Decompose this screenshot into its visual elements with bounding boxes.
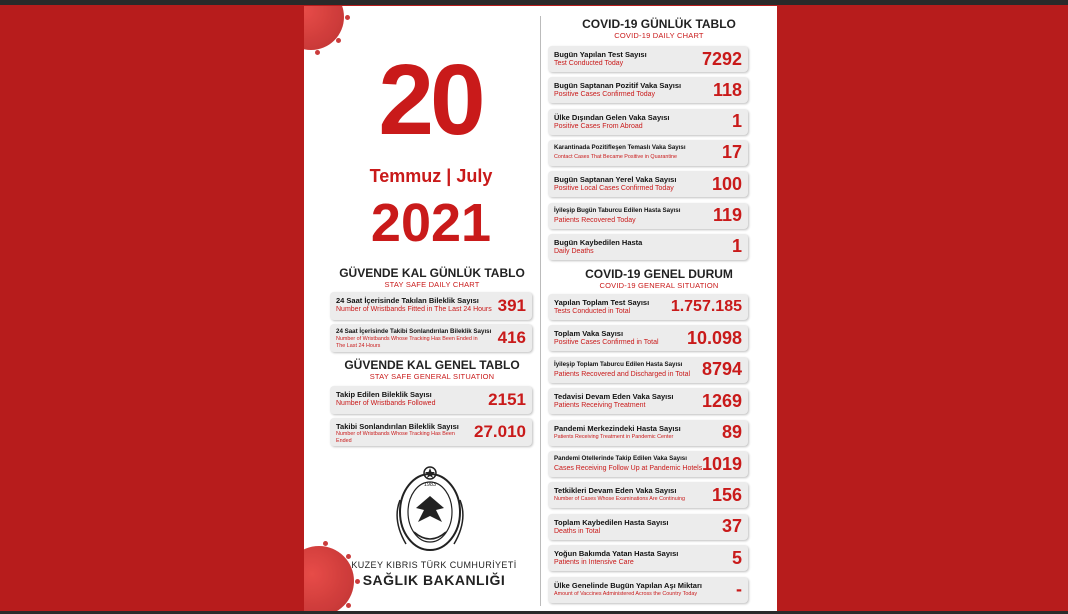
row-label-tr: Takibi Sonlandırılan Bileklik Sayısı	[336, 422, 459, 431]
covid-daily-row	[548, 46, 748, 72]
covid-daily-row	[548, 171, 748, 197]
virus-icon	[304, 6, 344, 50]
row-label-en: Number of Wristbands Whose Tracking Has Been Ended	[336, 431, 455, 444]
row-label-tr: Yapılan Toplam Test Sayısı	[554, 298, 650, 307]
row-label-en: Daily Deaths	[554, 247, 594, 255]
row-label-en: Tests Conducted in Total	[554, 308, 631, 315]
covid-general-row	[548, 357, 748, 383]
virus-spike	[346, 554, 351, 559]
row-value: 37	[721, 516, 742, 537]
row-value: 100	[711, 173, 742, 194]
row-label-tr: Toplam Kaybedilen Hasta Sayısı	[554, 517, 669, 527]
row-label-tr: Ülke Genelinde Bugün Yapılan Aşı Miktarı	[554, 580, 702, 590]
covid-daily-subtitle: COVID-19 DAILY CHART	[614, 31, 704, 40]
date-year: 2021	[370, 193, 492, 253]
covid-daily-row	[548, 234, 748, 260]
row-label-tr: Bugün Kaybedilen Hasta	[554, 237, 643, 247]
virus-spike	[346, 603, 351, 608]
stay-safe-daily-row	[330, 292, 532, 320]
row-label-en: Patients Receiving Treatment	[554, 402, 646, 410]
row-value: 10.098	[686, 327, 742, 348]
stay-safe-daily-title: GÜVENDE KAL GÜNLÜK TABLO	[339, 266, 525, 280]
row-value: 1019	[701, 453, 742, 474]
row-label-en: Positive Cases From Abroad	[554, 122, 643, 130]
covid-daily-row	[548, 203, 748, 229]
row-label-en: Number of Wristbands Followed	[336, 400, 436, 407]
top-bar	[0, 0, 1068, 5]
row-value: 5	[731, 547, 742, 568]
row-value: 1	[731, 236, 742, 257]
row-value: 1.757.185	[670, 298, 742, 315]
row-label-tr: 24 Saat İçerisinde Takibi Sonlandırılan Bileklik Sayısı	[336, 328, 492, 335]
covid-general-row	[548, 325, 748, 351]
row-label-tr: Pandemi Merkezindeki Hasta Sayısı	[554, 423, 681, 433]
stay-safe-daily-subtitle: STAY SAFE DAILY CHART	[384, 280, 480, 289]
row-value: 27.010	[474, 422, 526, 441]
covid-daily-row	[548, 140, 748, 166]
row-value: 118	[712, 79, 742, 100]
row-label-en: Test Conducted Today	[554, 60, 624, 67]
row-value: 1269	[701, 390, 742, 411]
date-day: 20	[378, 44, 482, 156]
covid-general-title: COVID-19 GENEL DURUM	[585, 267, 733, 281]
row-value: 119	[712, 205, 742, 225]
row-label-en: Deaths in Total	[554, 527, 601, 535]
stay-safe-general-row	[330, 418, 532, 446]
covid-daily-row	[548, 109, 748, 135]
covid-general-row	[548, 514, 748, 540]
state-emblem-icon	[384, 460, 476, 560]
row-label-tr: Bugün Yapılan Test Sayısı	[554, 50, 647, 59]
row-value: 2151	[488, 390, 526, 409]
row-label-en: Positive Local Cases Confirmed Today	[554, 185, 674, 193]
row-label-tr: Tedavisi Devam Eden Vaka Sayısı	[554, 392, 674, 402]
row-label-tr: Karantinada Pozitifleşen Temaslı Vaka Sayısı	[554, 143, 686, 151]
row-label-en: Patients Recovered and Discharged in Total	[554, 370, 691, 378]
row-value: 416	[497, 328, 526, 347]
covid-daily-title: COVID-19 GÜNLÜK TABLO	[582, 17, 736, 31]
row-value: 391	[497, 296, 526, 315]
virus-spike	[323, 541, 328, 546]
row-label-en: Positive Cases Confirmed Today	[554, 91, 656, 99]
row-label-tr: Takip Edilen Bileklik Sayısı	[336, 390, 432, 399]
covid-general-subtitle: COVID-19 GENERAL SITUATION	[599, 281, 719, 290]
row-value: 1	[731, 111, 742, 132]
row-label-en: Patients in Intensive Care	[554, 559, 634, 567]
stay-safe-daily-row	[330, 324, 532, 352]
row-label-en: Amount of Vaccines Administered Across the Country Today	[554, 590, 698, 597]
row-label-tr: Bugün Saptanan Yerel Vaka Sayısı	[554, 175, 677, 185]
date-month: Temmuz | July	[369, 166, 493, 186]
virus-spike	[315, 50, 320, 55]
emblem-year: 1983	[423, 482, 437, 488]
row-label-tr: Yoğun Bakımda Yatan Hasta Sayısı	[554, 549, 679, 559]
row-value: -	[736, 579, 742, 600]
covid-general-row	[548, 545, 748, 571]
stay-safe-general-title: GÜVENDE KAL GENEL TABLO	[344, 358, 520, 372]
row-label-en: Number of Wristbands Whose Tracking Has Been Ended in The Last 24 Hours	[336, 336, 478, 349]
row-label-en: Positive Cases Confirmed in Total	[554, 339, 659, 347]
row-label-en: Cases Receiving Follow Up at Pandemic Hotels	[554, 465, 703, 472]
row-value: 89	[721, 422, 742, 443]
row-label-en: Number of Cases Whose Examinations Are Continuing	[554, 496, 685, 503]
covid-general-row	[548, 451, 748, 477]
virus-spike	[345, 15, 350, 20]
row-label-en: Contact Cases That Became Positive in Quarantine	[554, 153, 678, 160]
row-label-tr: Bugün Saptanan Pozitif Vaka Sayısı	[554, 81, 682, 91]
row-label-tr: Pandemi Otellerinde Takip Edilen Vaka Sayısı	[554, 455, 687, 462]
row-label-tr: Tetkikleri Devam Eden Vaka Sayısı	[554, 486, 677, 496]
ministry-name: SAĞLIK BAKANLIĞI	[362, 572, 506, 588]
row-label-tr: İyileşip Bugün Taburcu Edilen Hasta Sayısı	[554, 206, 681, 214]
ministry-country: KUZEY KIBRIS TÜRK CUMHURİYETİ	[351, 560, 517, 570]
row-label-tr: 24 Saat İçerisinde Takılan Bileklik Sayısı	[336, 296, 479, 305]
covid-daily-row	[548, 77, 748, 103]
row-value: 17	[721, 142, 742, 163]
covid-general-row	[548, 388, 748, 414]
row-label-tr: Toplam Vaka Sayısı	[554, 329, 624, 339]
stay-safe-general-row	[330, 386, 532, 414]
row-value: 7292	[701, 48, 742, 69]
stay-safe-general-subtitle: STAY SAFE GENERAL SITUATION	[369, 372, 495, 381]
covid-general-row	[548, 577, 748, 603]
virus-spike	[336, 38, 341, 43]
row-value: 156	[711, 484, 742, 505]
covid-general-row	[548, 420, 748, 446]
row-value: 8794	[701, 359, 742, 380]
row-label-en: Number of Wristbands Fitted in The Last 24 Hours	[336, 306, 492, 313]
row-label-en: Patients Receiving Treatment in Pandemic Center	[554, 433, 674, 440]
row-label-tr: Ülke Dışından Gelen Vaka Sayısı	[554, 112, 670, 122]
row-label-en: Patients Recovered Today	[554, 216, 636, 224]
column-divider	[540, 16, 541, 606]
covid-general-row	[548, 294, 748, 320]
covid-general-row	[548, 482, 748, 508]
row-label-tr: İyileşip Toplam Taburcu Edilen Hasta Sayısı	[554, 360, 683, 368]
covid-bulletin-poster	[304, 6, 777, 612]
